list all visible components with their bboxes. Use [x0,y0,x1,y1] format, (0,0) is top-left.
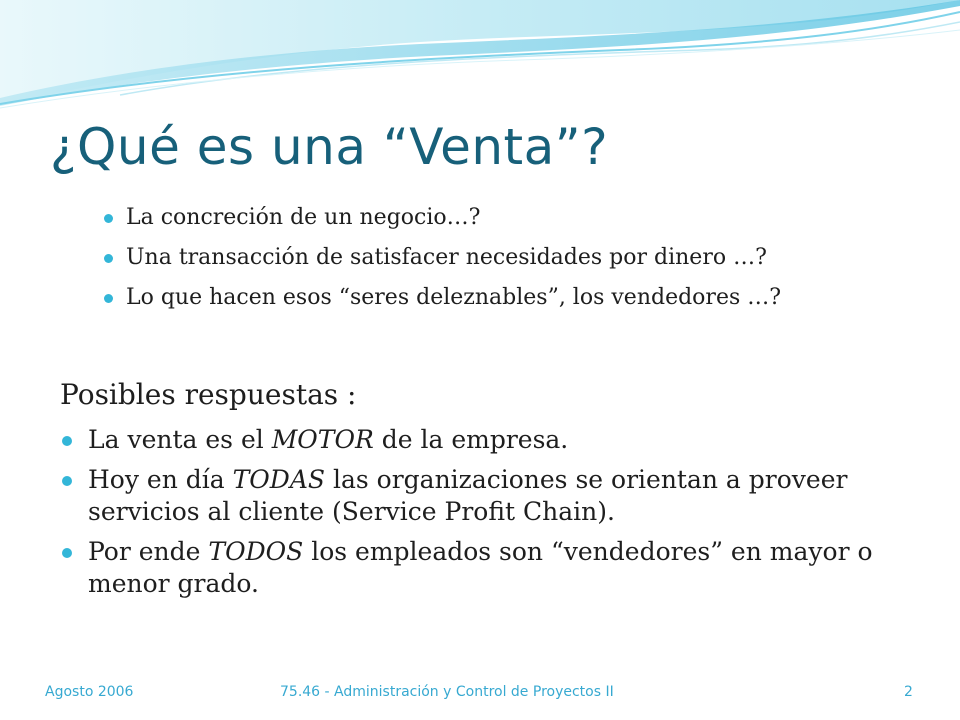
bullet-icon [104,254,113,263]
bullet-icon [62,548,72,558]
bullet-icon [62,436,72,446]
bullet-icon [104,294,113,303]
list-item: Una transacción de satisfacer necesidades por dinero …? [104,243,944,273]
list-item: Lo que hacen esos “seres deleznables”, los vendedores …? [104,283,944,313]
emphasis-text: TODOS [208,537,304,566]
header-wave-decoration [0,0,960,120]
footer-date: Agosto 2006 [45,684,134,700]
answer-list [62,424,922,608]
section-subheading: Posibles respuestas : [60,378,357,411]
bullet-icon [104,214,113,223]
list-item: La concreción de un negocio…? [104,203,944,233]
footer-course: 75.46 - Administración y Control de Proyectos II [280,684,614,700]
list-item: Por ende TODOS los empleados son “vendedores” en mayor o menor grado. [62,536,922,600]
emphasis-text: MOTOR [271,425,374,454]
emphasis-text: TODAS [232,465,326,494]
list-item: La venta es el MOTOR de la empresa. [62,424,922,456]
bullet-icon [62,476,72,486]
slide-title: ¿Qué es una “Venta”? [50,118,609,176]
question-list [104,203,944,323]
footer-page-number: 2 [904,684,913,700]
list-item: Hoy en día TODAS las organizaciones se orientan a proveer servicios al cliente (Service Profit Chain). [62,464,922,528]
